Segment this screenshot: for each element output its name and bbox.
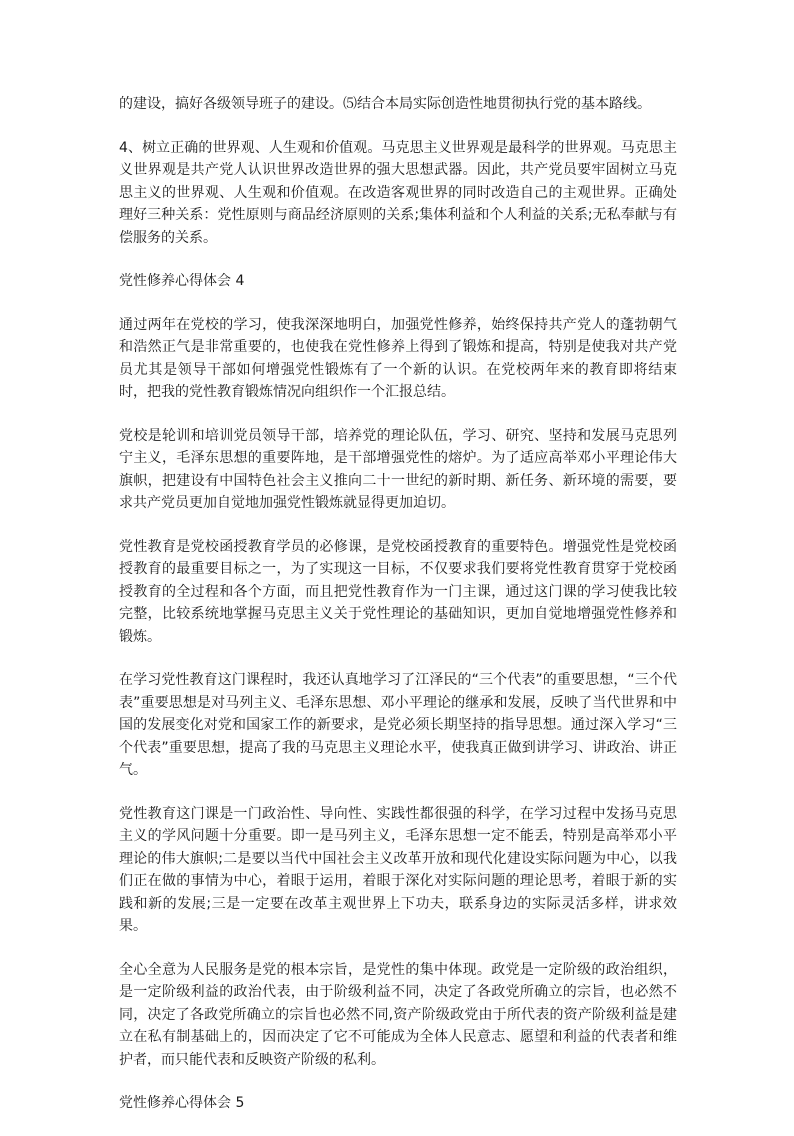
paragraph-study-style: 党性教育这门课是一门政治性、导向性、实践性都很强的科学，在学习过程中发扬马克思主义的学风问题十分重要。即一是马列主义，毛泽东思想一定不能丢，特别是高举邓小平理论的伟大旗帜;二是要以当代中国社会主义改革开放和现代化建设实际问题为中心，以我们正在做的事情为中心，着眼于运用，着眼于深化对实际问题的理论思考，着眼于新的实践和新的发展;三是一定要在改革主观世界上下功夫，联系身边的实际灵活多样，讲求效果。 — [119, 805, 677, 934]
section-heading-5: 党性修养心得体会 5 — [119, 1095, 245, 1111]
document-page — [119, 93, 677, 1136]
paragraph-serve-people: 全心全意为人民服务是党的根本宗旨，是党性的集中体现。政党是一定阶级的政治组织，是一定阶级利益的政治代表，由于阶级利益不同，决定了各政党所确立的宗旨，也必然不同，决定了各政党所确立的宗旨也必然不同,资产阶级政党由于所代表的资产阶级利益是建立在私有制基础上的，因而决定了它不可能成为全体人民意志、愿望和利益的代表者和维护者，而只能代表和反映资产阶级的私利。 — [119, 961, 677, 1068]
paragraph-continuation: 的建设，搞好各级领导班子的建设。⑸结合本局实际创造性地贯彻执行党的基本路线。 — [119, 96, 651, 112]
paragraph-two-years-study: 通过两年在党校的学习，使我深深地明白，加强党性修养，始终保持共产党人的蓬勃朝气和浩然正气是非常重要的，也使我在党性修养上得到了锻炼和提高，特别是使我对共产党员尤其是领导干部如何增强党性锻炼有了一个新的认识。在党校两年来的教育即将结束时，把我的党性教育锻炼情况向组织作一个汇报总结。 — [119, 316, 677, 400]
paragraph-party-school: 党校是轮训和培训党员领导干部，培养党的理论队伍，学习、研究、坚持和发展马克思列宁主义，毛泽东思想的重要阵地，是干部增强党性的熔炉。为了适应高举邓小平理论伟大旗帜，把建设有中国特色社会主义推向二十一世纪的新时期、新任务、新环境的需要，要求共产党员更加自觉地加强党性锻炼就显得更加迫切。 — [119, 427, 677, 511]
paragraph-worldview: 4、树立正确的世界观、人生观和价值观。马克思主义世界观是最科学的世界观。马克思主义世界观是共产党人认识世界改造世界的强大思想武器。因此，共产党员要牢固树立马克思主义的世界观、人生观和价值观。在改造客观世界的同时改造自己的主观世界。正确处理好三种关系：党性原则与商品经济原则的关系;集体利益和个人利益的关系;无私奉献与有偿服务的关系。 — [119, 139, 677, 246]
paragraph-party-education: 党性教育是党校函授教育学员的必修课，是党校函授教育的重要特色。增强党性是党校函授教育的最重要目标之一，为了实现这一目标，不仅要求我们要将党性教育贯穿于党校函授教育的全过程和各个方面，而且把党性教育作为一门主课，通过这门课的学习使我比较完整，比较系统地掌握马克思主义关于党性理论的基础知识，更加自觉地增强党性修养和锻炼。 — [119, 538, 677, 645]
section-heading-4: 党性修养心得体会 4 — [119, 273, 245, 289]
paragraph-three-represents: 在学习党性教育这门课程时，我还认真地学习了江泽民的“三个代表”的重要思想，“三个代表”重要思想是对马列主义、毛泽东思想、邓小平理论的继承和发展，反映了当代世界和中国的发展变化对党和国家工作的新要求，是党必须长期坚持的指导思想。通过深入学习“三个代表”重要思想，提高了我的马克思主义理论水平，使我真正做到讲学习、讲政治、讲正气。 — [119, 672, 677, 778]
